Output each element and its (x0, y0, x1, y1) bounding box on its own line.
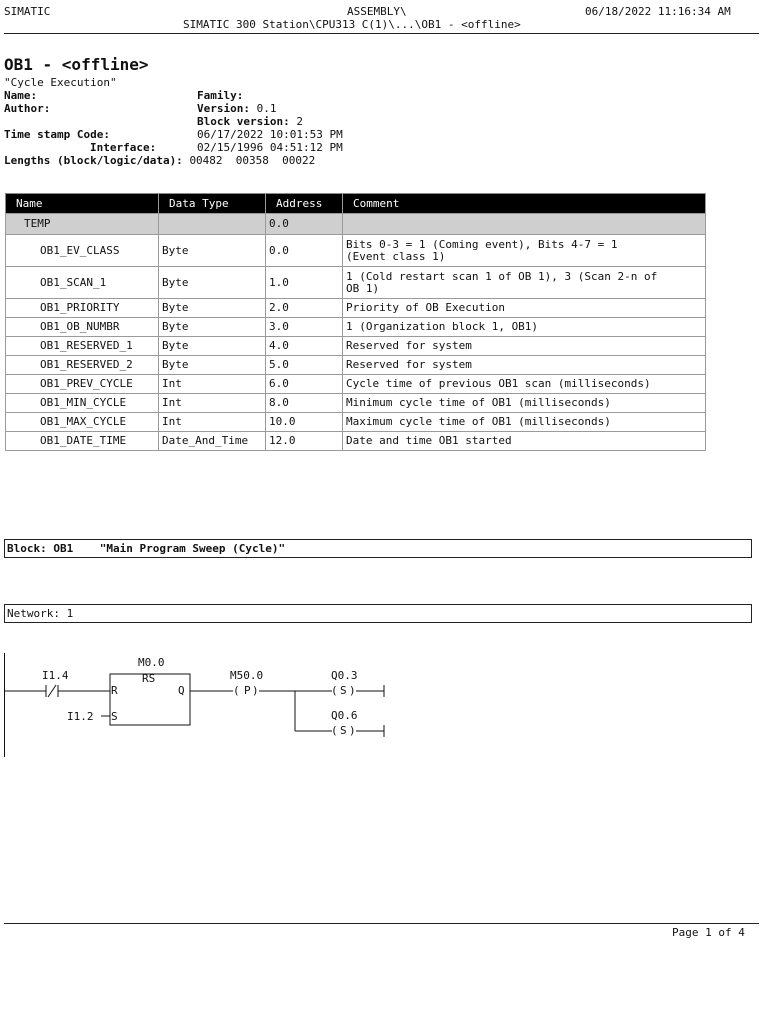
table-row (6, 413, 706, 432)
header-divider (4, 33, 759, 34)
cell-address: 0.0 (266, 214, 343, 235)
edge-open-paren: ( (233, 684, 240, 697)
table-row-temp (6, 214, 706, 235)
coil2-close-paren: ) (349, 724, 356, 737)
cell-type: Byte (159, 267, 266, 299)
cell-address: 4.0 (266, 337, 343, 356)
block-version-line (197, 115, 303, 128)
cell-comment: Date and time OB1 started (343, 432, 706, 451)
table-row (6, 356, 706, 375)
cell-name: OB1_MIN_CYCLE (6, 394, 159, 413)
col-header-address: Address (266, 194, 343, 214)
block-header-box (4, 539, 752, 558)
edge-address: M50.0 (230, 669, 264, 682)
cell-comment: Bits 0-3 = 1 (Coming event), Bits 4-7 = 1 (Event class 1) (343, 235, 706, 267)
timestamp-label: Time stamp Code: (4, 128, 110, 141)
network-header-box (4, 604, 752, 623)
cell-type: Byte (159, 356, 266, 375)
coil1-open-paren: ( (331, 684, 338, 697)
footer-divider (4, 923, 759, 924)
version-value: 0.1 (256, 102, 277, 115)
cell-type: Byte (159, 337, 266, 356)
cell-name: OB1_SCAN_1 (6, 267, 159, 299)
lengths-value: 00482 00358 00022 (189, 154, 316, 167)
cell-name: OB1_RESERVED_2 (6, 356, 159, 375)
cell-address: 10.0 (266, 413, 343, 432)
block-version-label: Block version: (197, 115, 290, 128)
coil2-address: Q0.6 (331, 709, 358, 722)
edge-close-paren: ) (252, 684, 259, 697)
cell-comment: Cycle time of previous OB1 scan (milliseconds) (343, 375, 706, 394)
cell-type: Int (159, 413, 266, 432)
rs-address: M0.0 (138, 656, 165, 669)
timestamp-code: 06/17/2022 10:01:53 PM (197, 128, 343, 141)
cell-type: Date_And_Time (159, 432, 266, 451)
cell-type: Byte (159, 318, 266, 337)
lengths-line (4, 154, 315, 167)
rs-q-pin: Q (178, 684, 185, 697)
cell-address: 2.0 (266, 299, 343, 318)
cell-type (159, 214, 266, 235)
rs-r-pin: R (111, 684, 118, 697)
coil1-close-paren: ) (349, 684, 356, 697)
header-app: SIMATIC (4, 5, 51, 18)
block-version-value: 2 (296, 115, 303, 128)
page-number: Page 1 of 4 (672, 926, 745, 939)
interface-table (5, 193, 706, 451)
cell-name: OB1_PRIORITY (6, 299, 159, 318)
table-row (6, 318, 706, 337)
col-header-datatype: Data Type (159, 194, 266, 214)
cell-name: OB1_MAX_CYCLE (6, 413, 159, 432)
cell-address: 0.0 (266, 235, 343, 267)
version-label: Version: (197, 102, 250, 115)
cell-type: Byte (159, 235, 266, 267)
cell-type: Int (159, 375, 266, 394)
table-row (6, 375, 706, 394)
author-label: Author: (4, 102, 51, 115)
header-datetime: 06/18/2022 11:16:34 AM (585, 5, 731, 18)
cell-type: Int (159, 394, 266, 413)
cell-comment: Priority of OB Execution (343, 299, 706, 318)
coil1-address: Q0.3 (331, 669, 358, 682)
cell-name: TEMP (6, 214, 159, 235)
contact-address: I1.4 (42, 669, 69, 682)
cell-comment (343, 214, 706, 235)
cell-name: OB1_RESERVED_1 (6, 337, 159, 356)
ladder-network (0, 645, 400, 760)
block-header-text: Block: OB1 "Main Program Sweep (Cycle)" (7, 542, 286, 555)
col-header-comment: Comment (343, 194, 706, 214)
rs-label: RS (142, 672, 156, 685)
coil2-label: S (340, 724, 347, 737)
cell-name: OB1_PREV_CYCLE (6, 375, 159, 394)
interface-label: Interface: (90, 141, 157, 154)
table-row (6, 394, 706, 413)
cell-name: OB1_EV_CLASS (6, 235, 159, 267)
cell-address: 12.0 (266, 432, 343, 451)
coil2-open-paren: ( (331, 724, 338, 737)
cell-comment: Maximum cycle time of OB1 (milliseconds) (343, 413, 706, 432)
header-project: ASSEMBLY\ (347, 5, 407, 18)
cell-address: 8.0 (266, 394, 343, 413)
cell-comment: Minimum cycle time of OB1 (milliseconds) (343, 394, 706, 413)
edge-label: P (244, 684, 251, 697)
block-title: OB1 - <offline> (4, 55, 149, 74)
cell-name: OB1_OB_NUMBR (6, 318, 159, 337)
table-row (6, 267, 706, 299)
interface-timestamp: 02/15/1996 04:51:12 PM (197, 141, 343, 154)
set-input-address: I1.2 (67, 710, 94, 723)
cell-type: Byte (159, 299, 266, 318)
family-label: Family: (197, 89, 244, 102)
version-line (197, 102, 276, 115)
header-path: SIMATIC 300 Station\CPU313 C(1)\...\OB1 - <offline> (183, 18, 521, 31)
cell-comment: Reserved for system (343, 337, 706, 356)
cell-name: OB1_DATE_TIME (6, 432, 159, 451)
cell-comment: 1 (Cold restart scan 1 of OB 1), 3 (Scan 2-n of OB 1) (343, 267, 706, 299)
table-row (6, 337, 706, 356)
coil1-label: S (340, 684, 347, 697)
cell-comment: 1 (Organization block 1, OB1) (343, 318, 706, 337)
table-row (6, 235, 706, 267)
rs-s-pin: S (111, 710, 118, 723)
block-comment: "Cycle Execution" (4, 76, 117, 89)
cell-comment: Reserved for system (343, 356, 706, 375)
table-row (6, 432, 706, 451)
table-row (6, 299, 706, 318)
cell-address: 6.0 (266, 375, 343, 394)
name-label: Name: (4, 89, 38, 102)
table-header-row (6, 194, 706, 214)
network-header-text: Network: 1 (7, 607, 74, 620)
col-header-name: Name (6, 194, 159, 214)
lengths-label: Lengths (block/logic/data): (4, 154, 183, 167)
cell-address: 5.0 (266, 356, 343, 375)
cell-address: 1.0 (266, 267, 343, 299)
cell-address: 3.0 (266, 318, 343, 337)
nc-contact (46, 685, 58, 697)
